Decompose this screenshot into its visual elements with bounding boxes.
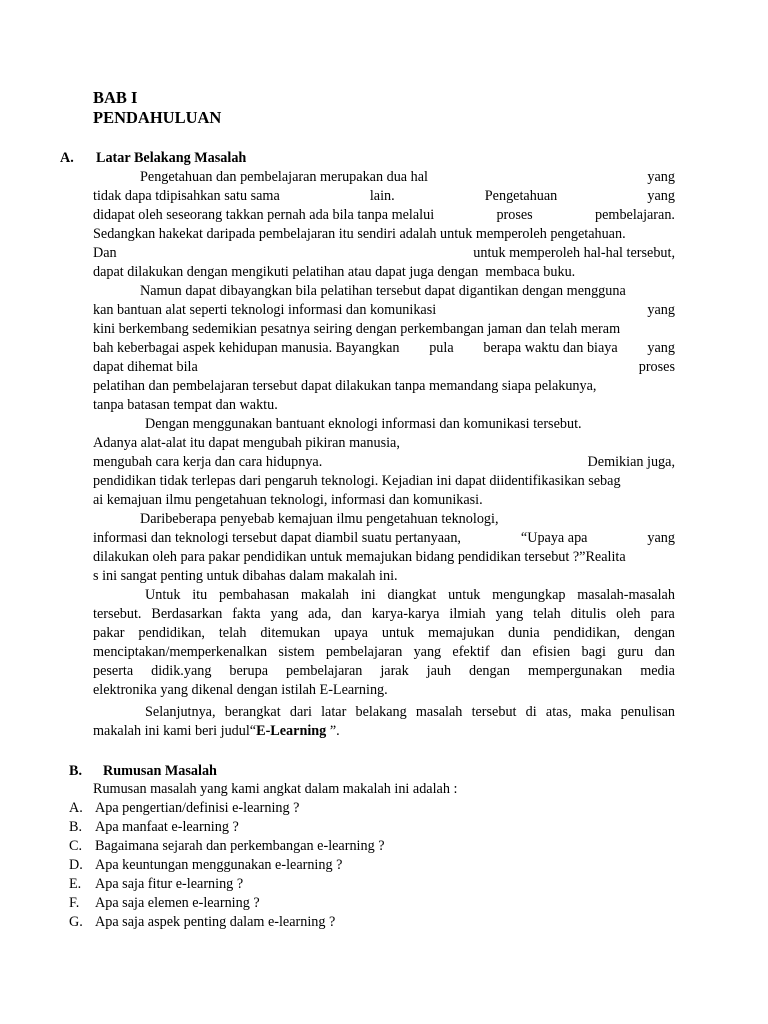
line-text: telah	[533, 606, 561, 622]
list-item-text: Apa manfaat e-learning ?	[95, 819, 239, 835]
paragraph-line	[140, 282, 675, 301]
line-text: pendidikan,	[553, 625, 621, 641]
line-text: latar	[321, 704, 347, 720]
section-b-letter: B.	[69, 763, 83, 779]
list-item-text: Bagaimana sejarah dan perkembangan e-learning ?	[95, 838, 385, 854]
list-item-text: Apa pengertian/definisi e-learning ?	[95, 800, 300, 816]
line-text: kan bantuan alat seperti teknologi informasi dan komunikasi	[93, 302, 437, 318]
line-text: Namun dapat dibayangkan bila pelatihan tersebut dapat digantikan dengan mengguna	[140, 283, 626, 299]
line-text: fakta	[232, 606, 261, 622]
line-text: karya-karya	[371, 606, 440, 622]
line-text: elektronika yang dikenal dengan istilah E-Learning.	[93, 682, 388, 698]
line-text: proses	[496, 207, 533, 223]
line-text: informasi dan teknologi tersebut dapat diambil suatu pertanyaan,	[93, 530, 461, 546]
paragraph-line	[93, 567, 675, 586]
line-text: dunia	[508, 625, 540, 641]
line-text: pembelajaran	[325, 644, 403, 660]
line-text: diangkat	[387, 587, 437, 603]
list-item-text: Apa saja elemen e-learning ?	[95, 895, 260, 911]
line-text: berupa	[229, 663, 268, 679]
line-text: Demikian juga,	[587, 454, 675, 470]
paragraph-line	[93, 529, 675, 548]
line-text: dan	[654, 644, 675, 660]
line-text: pendidikan tidak terlepas dari pengaruh teknologi. Kejadian ini dapat diidentifikasikan sebag	[93, 473, 621, 489]
paragraph-line	[93, 453, 675, 472]
line-text: Selanjutnya,	[145, 704, 216, 720]
line-text: Dengan menggunakan bantuant eknologi informasi dan komunikasi tersebut.	[145, 416, 582, 432]
paragraph-line	[93, 301, 675, 320]
line-text: Dan	[93, 245, 117, 261]
line-text: dilakukan oleh para pakar pendidikan untuk memajukan bidang pendidikan tersebut ?”Realita	[93, 549, 626, 565]
line-text: memajukan	[428, 625, 495, 641]
line-text: mengubah cara kerja dan cara hidupnya.	[93, 454, 323, 470]
line-text: telah	[218, 625, 247, 641]
paragraph-line-last	[93, 722, 675, 741]
line-text: ditulis	[570, 606, 607, 622]
line-text: dan	[500, 644, 522, 660]
line-text: pendidikan,	[138, 625, 205, 641]
line-text: maka	[580, 704, 612, 720]
section-b-intro: Rumusan masalah yang kami angkat dalam makalah ini adalah :	[93, 781, 458, 797]
list-item-letter: D.	[69, 857, 83, 873]
chapter-title: PENDAHULUAN	[93, 108, 222, 127]
line-text: proses	[638, 359, 675, 375]
line-text: dengan	[633, 625, 675, 641]
chapter-number: BAB I	[93, 88, 138, 107]
paragraph-line	[145, 703, 675, 722]
section-b-title: Rumusan Masalah	[103, 763, 217, 779]
line-text: masalah-masalah	[577, 587, 675, 603]
line-text: yang	[647, 302, 675, 318]
paragraph-line	[93, 339, 675, 358]
list-item-letter: A.	[69, 800, 83, 816]
line-text: efisien	[532, 644, 571, 660]
paragraph-line	[93, 681, 675, 700]
line-text: lain.	[369, 188, 395, 204]
line-text: Sedangkan hakekat daripada pembelajaran itu sendiri adalah untuk memperoleh pengetahuan.	[93, 226, 626, 242]
paragraph-line	[145, 415, 675, 434]
paragraph-line	[93, 605, 675, 624]
list-item-text: Apa keuntungan menggunakan e-learning ?	[95, 857, 343, 873]
line-text: bah keberbagai aspek kehidupan manusia. Bayangkan	[93, 340, 400, 356]
paragraph-line	[93, 472, 675, 491]
line-text: s ini sangat penting untuk dibahas dalam makalah ini.	[93, 568, 398, 584]
line-text: penulisan	[620, 704, 675, 720]
line-text: yang	[647, 188, 675, 204]
paragraph-line	[93, 263, 675, 282]
line-text: kini berkembang sedemikian pesatnya seiring dengan perkembangan jaman dan telah meram	[93, 321, 621, 337]
paragraph-line	[93, 244, 675, 263]
list-item-letter: C.	[69, 838, 83, 854]
paragraph-line	[93, 377, 675, 396]
line-text: itu	[192, 587, 208, 603]
line-text: ”.	[326, 723, 340, 739]
line-text: ada,	[308, 606, 332, 622]
paragraph-line	[93, 358, 675, 377]
line-text: yang	[647, 530, 675, 546]
line-text: yang	[647, 169, 675, 185]
line-text: tersebut.	[93, 606, 142, 622]
line-text: “Upaya apa	[520, 530, 588, 546]
list-item-letter: F.	[69, 895, 80, 911]
line-text: ai kemajuan ilmu pengetahuan teknologi, informasi dan komunikasi.	[93, 492, 483, 508]
line-text: dapat dihemat bila	[93, 359, 198, 375]
line-text: ini	[360, 587, 376, 603]
emphasis-title: E-Learning	[256, 723, 327, 739]
line-text: belakang	[355, 704, 407, 720]
line-text: bagi	[581, 644, 606, 660]
paragraph-line	[145, 586, 675, 605]
line-text: masalah	[415, 704, 463, 720]
line-text: dengan	[469, 663, 511, 679]
line-text: sistem	[278, 644, 315, 660]
line-text: menciptakan/memperkenalkan	[93, 644, 268, 660]
line-text: untuk memperoleh hal-hal tersebut,	[473, 245, 675, 261]
line-text: jauh	[426, 663, 452, 679]
paragraph-line	[93, 320, 675, 339]
paragraph-line	[140, 168, 675, 187]
line-text: Untuk	[145, 587, 181, 603]
line-text: peserta	[93, 663, 134, 679]
line-text: dari	[289, 704, 312, 720]
line-text: efektif	[452, 644, 490, 660]
line-text: didik.yang	[151, 663, 212, 679]
list-item-letter: G.	[69, 914, 83, 930]
line-text: tidak dapa tdipisahkan satu sama	[93, 188, 280, 204]
line-text: mempergunakan	[527, 663, 623, 679]
line-text: pembahasan	[218, 587, 290, 603]
section-a-letter: A.	[60, 150, 74, 166]
line-text: yang	[413, 644, 442, 660]
line-text: jarak	[380, 663, 409, 679]
line-text: upaya	[334, 625, 368, 641]
line-text: atas,	[545, 704, 572, 720]
line-text: Pengetahuan	[484, 188, 558, 204]
paragraph-line	[93, 548, 675, 567]
line-text: tanpa batasan tempat dan waktu.	[93, 397, 278, 413]
line-text: berangkat	[224, 704, 281, 720]
line-text: berapa waktu dan biaya	[483, 340, 618, 356]
list-item-text: Apa saja fitur e-learning ?	[95, 876, 244, 892]
line-text: Daribeberapa penyebab kemajuan ilmu pengetahuan teknologi,	[140, 511, 499, 527]
line-text: yang	[495, 606, 524, 622]
paragraph-line	[93, 187, 675, 206]
line-text: para	[650, 606, 675, 622]
paragraph-line	[93, 206, 675, 225]
paragraph-line	[93, 434, 675, 453]
line-text: tersebut	[471, 704, 517, 720]
paragraph-line	[93, 624, 675, 643]
line-text: Berdasarkan	[151, 606, 223, 622]
paragraph-line	[93, 396, 675, 415]
line-text: pembelajaran.	[595, 207, 675, 223]
line-text: ilmiah	[449, 606, 486, 622]
list-item-text: Apa saja aspek penting dalam e-learning ?	[95, 914, 336, 930]
line-text: makalah	[300, 587, 349, 603]
line-text: yang	[270, 606, 299, 622]
line-text: makalah ini kami beri judul“	[93, 723, 257, 739]
line-text: media	[640, 663, 675, 679]
paragraph-line	[93, 491, 675, 510]
line-text: Pengetahuan dan pembelajaran merupakan dua hal	[140, 169, 428, 185]
line-text: pelatihan dan pembelajaran tersebut dapat dilakukan tanpa memandang siapa pelakunya,	[93, 378, 597, 394]
paragraph-line	[140, 510, 675, 529]
paragraph-line	[93, 662, 675, 681]
line-text: di	[525, 704, 537, 720]
line-text: untuk	[448, 587, 481, 603]
line-text: dapat dilakukan dengan mengikuti pelatihan atau dapat juga dengan membaca buku.	[93, 264, 576, 280]
line-text: pakar	[93, 625, 125, 641]
line-text: pula	[429, 340, 454, 356]
line-text: ditemukan	[260, 625, 321, 641]
list-item-letter: E.	[69, 876, 82, 892]
list-item-letter: B.	[69, 819, 83, 835]
line-text: yang	[647, 340, 675, 356]
line-text: mengungkap	[492, 587, 566, 603]
paragraph-line	[93, 643, 675, 662]
line-text: pembelajaran	[285, 663, 363, 679]
paragraph-line	[93, 225, 675, 244]
line-text: didapat oleh seseorang takkan pernah ada bila tanpa melalui	[93, 207, 435, 223]
line-text: untuk	[381, 625, 415, 641]
section-a-title: Latar Belakang Masalah	[96, 150, 247, 166]
line-text: oleh	[616, 606, 641, 622]
line-text: Adanya alat-alat itu dapat mengubah pikiran manusia,	[93, 435, 400, 451]
line-text: guru	[617, 644, 644, 660]
line-text: dan	[341, 606, 362, 622]
